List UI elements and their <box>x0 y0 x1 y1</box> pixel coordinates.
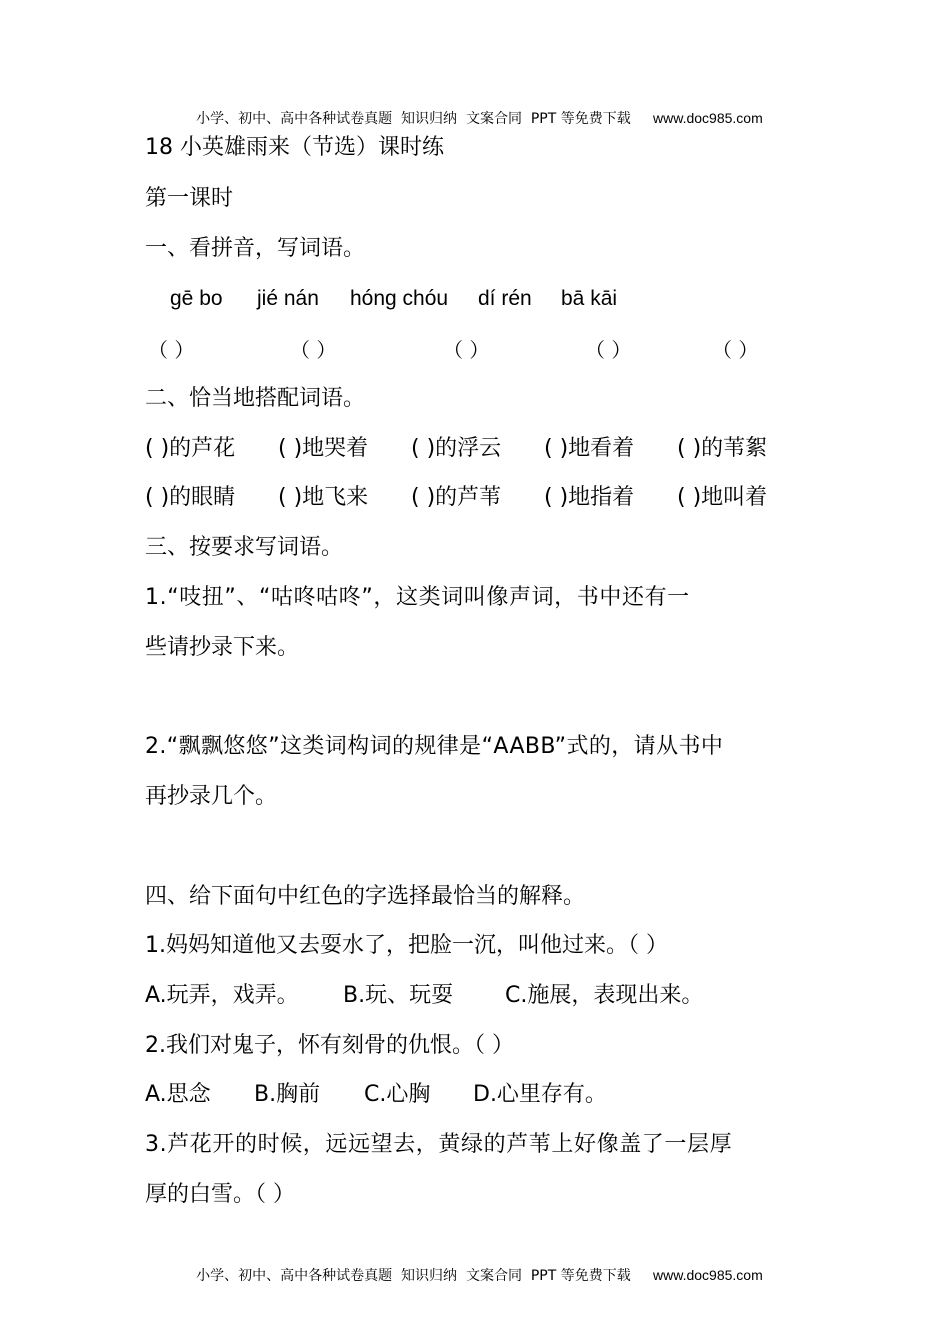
option-c[interactable]: C.心胸 <box>364 1082 431 1107</box>
answer-blank[interactable]: （ ） <box>290 338 337 362</box>
match-item[interactable]: ( )的苇絮 <box>677 436 768 461</box>
section3-heading: 三、按要求写词语。 <box>145 535 344 560</box>
pinyin-item: bā kāi <box>561 287 618 310</box>
question-3-1-line2: 些请抄录下来。 <box>145 635 300 660</box>
pinyin-item: jié nán <box>257 287 319 310</box>
question-3-2-line1: 2.“飘飘悠悠”这类词构词的规律是“AABB”式的，请从书中 <box>145 734 724 759</box>
answer-blank[interactable]: （ ） <box>443 338 490 362</box>
option-c[interactable]: C.施展，表现出来。 <box>505 983 704 1008</box>
lesson-label: 第一课时 <box>145 186 234 211</box>
match-item[interactable]: ( )地飞来 <box>278 485 369 510</box>
match-item[interactable]: ( )的芦花 <box>145 436 236 461</box>
header-url[interactable]: www.doc985.com <box>653 110 763 126</box>
section1-heading: 一、看拼音，写词语。 <box>145 236 366 261</box>
pinyin-item: hóng chóu <box>350 287 449 310</box>
match-item[interactable]: ( )的芦苇 <box>411 485 502 510</box>
pinyin-item: gē bo <box>170 287 223 310</box>
match-item[interactable]: ( )的浮云 <box>411 436 502 461</box>
option-a[interactable]: A.思念 <box>145 1082 211 1107</box>
question-3-1-line1: 1.“吱扭”、“咕咚咕咚”，这类词叫像声词，书中还有一 <box>145 585 690 610</box>
match-item[interactable]: ( )地叫着 <box>677 485 768 510</box>
option-b[interactable]: B.玩、玩耍 <box>343 983 454 1008</box>
answer-blank[interactable]: （ ） <box>712 338 759 362</box>
question-4-3-line2: 厚的白雪。（ ） <box>145 1182 295 1207</box>
match-item[interactable]: ( )地看着 <box>544 436 635 461</box>
answer-blank[interactable]: （ ） <box>148 338 195 362</box>
answer-blank[interactable]: （ ） <box>585 338 632 362</box>
pinyin-item: dí rén <box>478 287 532 310</box>
option-d[interactable]: D.心里存有。 <box>473 1082 607 1107</box>
page-footer <box>0 1245 950 1286</box>
option-b[interactable]: B.胸前 <box>254 1082 321 1107</box>
match-item[interactable]: ( )地哭着 <box>278 436 369 461</box>
section2-heading: 二、恰当地搭配词语。 <box>145 386 366 411</box>
section4-heading: 四、给下面句中红色的字选择最恰当的解释。 <box>145 884 586 909</box>
match-item[interactable]: ( )地指着 <box>544 485 635 510</box>
question-3-2-line2: 再抄录几个。 <box>145 784 278 809</box>
footer-text: 小学、初中、高中各种试卷真题 知识归纳 文案合同 PPT 等免费下载 <box>196 1268 631 1284</box>
question-4-2: 2.我们对鬼子，怀有刻骨的仇恨。（ ） <box>145 1033 514 1058</box>
question-4-3-line1: 3.芦花开的时候，远远望去，黄绿的芦苇上好像盖了一层厚 <box>145 1132 733 1157</box>
question-4-1: 1.妈妈知道他又去耍水了，把脸一沉，叫他过来。（ ） <box>145 933 668 958</box>
match-item[interactable]: ( )的眼睛 <box>145 485 236 510</box>
page-header <box>0 88 950 129</box>
document-title: 18 小英雄雨来（节选）课时练 <box>145 135 444 160</box>
header-text: 小学、初中、高中各种试卷真题 知识归纳 文案合同 PPT 等免费下载 <box>196 111 631 127</box>
option-a[interactable]: A.玩弄，戏弄。 <box>145 983 299 1008</box>
footer-url[interactable]: www.doc985.com <box>653 1267 763 1283</box>
